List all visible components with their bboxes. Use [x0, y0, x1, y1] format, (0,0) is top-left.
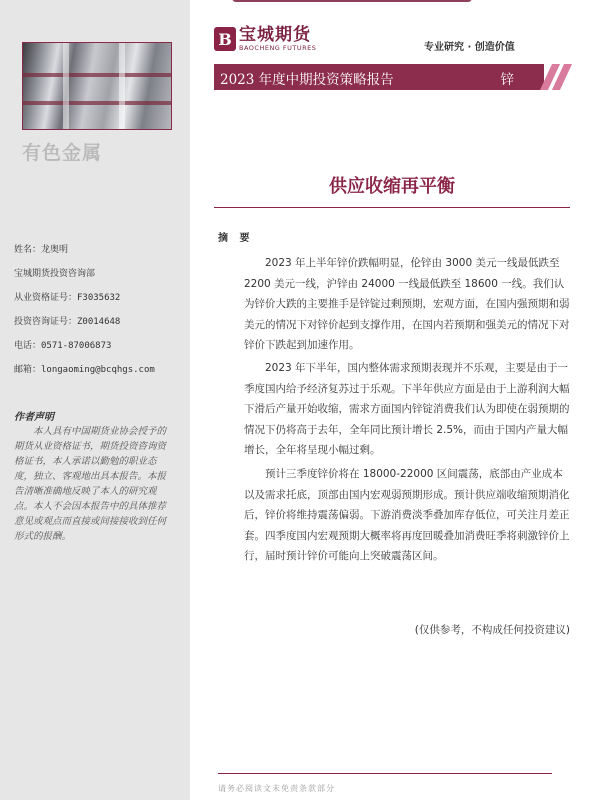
- disclaimer: (仅供参考，不构成任何投资建议): [414, 624, 570, 636]
- analyst-department: 宝城期货投资咨询部: [14, 269, 96, 279]
- analyst-email: 邮箱：longaoming@bcqhgs.com: [14, 365, 155, 375]
- declaration-title: 作者声明: [14, 412, 54, 423]
- sidebar: [0, 0, 190, 800]
- slogan: 专业研究 · 创造价值: [424, 42, 515, 53]
- category-label: 有色金属: [22, 142, 103, 164]
- footer-divider: [218, 773, 552, 774]
- paragraph-text: 2023 年上半年锌价跌幅明显，伦锌由 3000 美元一线最低跌至 2200 美元一线，沪锌由 24000 一线最低跌至 18600 一线。我们认为锌价大跌的主要推手是锌锭过剩预期，宏观方面，在国内强预期和弱美元的情况下对锌价起到支撑作用，在国内若预期和强美元的情况下对锌价下跌起到加速作用。: [244, 257, 570, 351]
- report-banner: [214, 64, 544, 90]
- abstract-paragraph: [244, 464, 570, 567]
- paragraph-text: 2023 年下半年，国内整体需求预期表现并不乐观，主要是由于一季度国内给予经济复苏过于乐观。下半年供应方面是由于上游利润大幅下滑后产量开始收缩，需求方面国内锌锭消费我们认为即使在弱预期的情况下仍将高于去年，全年同比预计增长 2.5%，而由于国内产量大幅增长，全年将呈现小幅过剩。: [244, 362, 570, 456]
- commodity-symbol: 锌: [500, 72, 514, 88]
- logo-english-name: BAOCHENG FUTURES: [239, 44, 317, 52]
- cover-image: [22, 42, 172, 130]
- top-cut-banner: [232, 0, 472, 2]
- analyst-name: 姓名：龙奥明: [14, 245, 69, 255]
- qualification-number: 从业资格证号：F3035632: [14, 293, 121, 303]
- declaration-text: 本人具有中国期货业协会授予的期货从业资格证书，期货投资咨询资格证书，本人承诺以勤勉的职业态度，独立、客观地出具本报告。本报告清晰准确地反映了本人的研究观点。本人不会因本报告中的具体推荐意见或观点而直接或间接接收到任何形式的报酬。: [14, 426, 167, 542]
- consulting-number: 投资咨询证号：Z0014648: [14, 317, 121, 327]
- analyst-phone: 电话：0571-87006873: [14, 341, 112, 351]
- title-divider: [214, 207, 570, 208]
- company-logo: [214, 26, 316, 52]
- footer-text: 请务必阅读文末免责条款部分: [218, 784, 335, 793]
- paragraph-text: 预计三季度锌价将在 18000-22000 区间震荡，底部由产业成本以及需求托底，顶部由国内宏观弱预期形成。预计供应端收缩预期消化后，锌价将维持震荡偏弱。下游消费淡季叠加库存低位，可关注月差正套。四季度国内宏观预期大概率将再度回暖叠加消费旺季将刺激锌价上行，届时预计锌价可能向上突破震荡区间。: [244, 468, 570, 562]
- abstract-label: 摘 要: [218, 233, 254, 244]
- abstract-paragraph: [244, 358, 570, 461]
- main-title: 供应收缩再平衡: [329, 176, 455, 197]
- logo-chinese-name: 宝城期货: [239, 25, 311, 45]
- abstract-paragraph: [244, 253, 570, 356]
- report-title: 2023 年度中期投资策略报告: [220, 72, 394, 88]
- logo-mark-icon: B: [214, 27, 236, 51]
